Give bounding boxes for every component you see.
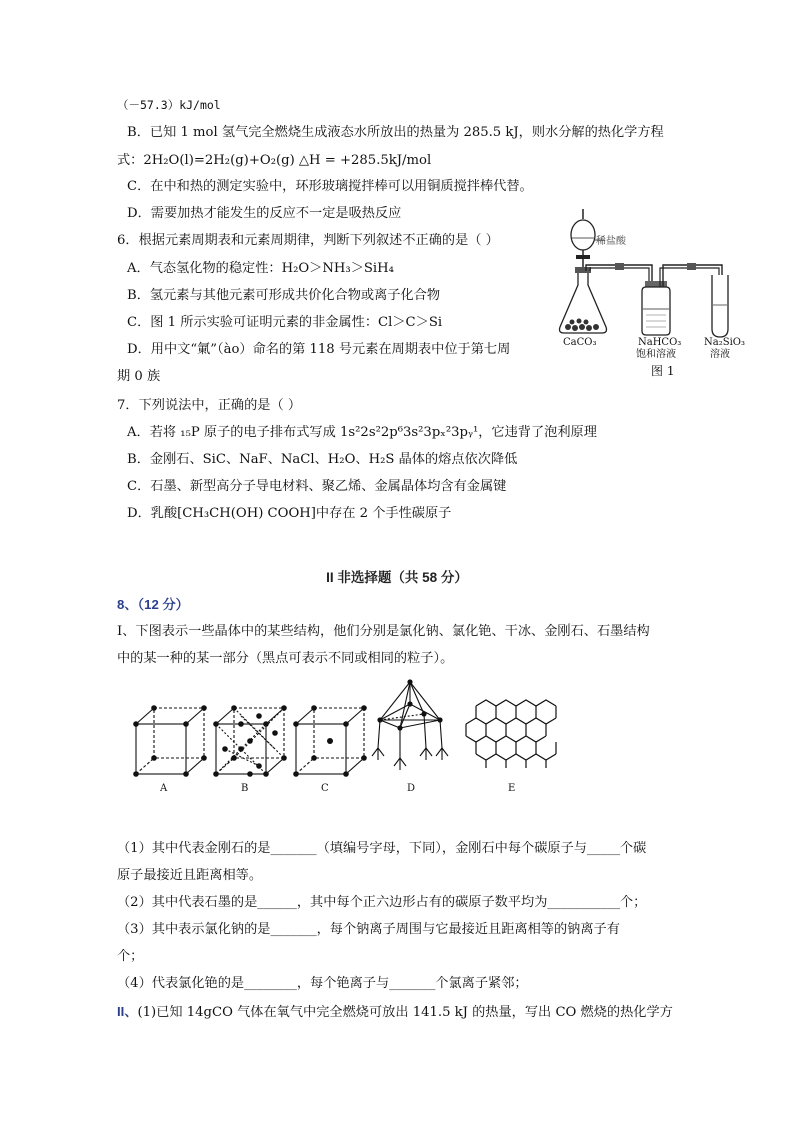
q5-top-line: （－57.3）kJ/mol [117, 98, 221, 112]
q8-part2-text: (1)已知 14gCO 气体在氧气中完全燃烧可放出 141.5 kJ 的热量，写出 CO 燃烧的热化学方 [137, 1005, 673, 1020]
structure-e [466, 700, 556, 768]
q6-option-d-line1: D．用中文“氭”（ào）命名的第 118 号元素在周期表中位于第七周 [127, 342, 511, 357]
q8-sub1-line1: （1）其中代表金刚石的是_______（填编号字母，下同），金刚石中每个碳原子与_____个碳 [117, 841, 647, 856]
q8-part1-line1: I、下图表示一些晶体中的某些结构，他们分别是氯化钠、氯化铯、干冰、金刚石、石墨结构 [117, 624, 650, 639]
q8-header: 8、（12 分） [117, 597, 189, 612]
q6-stem: 6．根据元素周期表和元素周期律，判断下列叙述不正确的是（ ） [117, 233, 499, 248]
bottle-label-2: 饱和溶液 [636, 349, 676, 360]
q5-option-d: D．需要加热才能发生的反应不一定是吸热反应 [127, 206, 402, 221]
q8-part1-line2: 中的某一种的某一部分（黑点可表示不同或相同的粒子）。 [117, 651, 454, 666]
q6-option-b: B．氢元素与其他元素可形成共价化合物或离子化合物 [127, 288, 441, 303]
q8-sub3-line2: 个； [117, 949, 144, 964]
q7-option-b: B．金刚石、SiC、NaF、NaCl、H₂O、H₂S 晶体的熔点依次降低 [127, 452, 518, 467]
q8-part2 [117, 1003, 673, 1022]
q5-option-b-line1: B．已知 1 mol 氢气完全燃烧生成液态水所放出的热量为 285.5 kJ，则水分解的热化学方程 [127, 125, 664, 140]
q7-stem: 7．下列说法中，正确的是（ ） [117, 398, 302, 413]
q5-option-c: C．在中和热的测定实验中，环形玻璃搅拌棒可以用铜质搅拌棒代替。 [127, 179, 533, 194]
q6-option-a: A．气态氢化物的稳定性：H₂O＞NH₃＞SiH₄ [127, 261, 394, 276]
q8-part2-prefix: II、 [117, 1004, 138, 1019]
figure1-caption: 图 1 [651, 364, 675, 378]
q8-sub2: （2）其中代表石墨的是______，其中每个正六边形占有的碳原子数平均为___________个； [117, 895, 647, 910]
flask-label: CaCO₃ [563, 337, 597, 348]
q8-sub1-line2: 原子最接近且距离相等。 [117, 868, 263, 883]
structure-label-c: C [321, 783, 329, 794]
q5-option-b-line2: 式：2H₂O(l)=2H₂(g)+O₂(g) △H = +285.5kJ/mol [117, 153, 432, 168]
q6-option-c: C．图 1 所示实验可证明元素的非金属性：Cl＞C＞Si [127, 315, 443, 330]
q8-sub4: （4）代表氯化铯的是________，每个铯离子与_______个氯离子紧邻； [117, 976, 528, 991]
structure-label-a: A [160, 783, 168, 794]
structure-label-e: E [508, 783, 516, 794]
acid-label: 稀盐酸 [596, 236, 626, 247]
tube-label-2: 溶液 [710, 349, 730, 360]
structure-d [372, 682, 448, 770]
structure-label-d: D [407, 783, 416, 794]
bottle-label-1: NaHCO₃ [638, 337, 682, 348]
q8-sub3-line1: （3）其中表示氯化钠的是_______，每个钠离子周围与它最接近且距离相等的钠离子有 [117, 922, 620, 937]
q7-option-a: A．若将 ₁₅P 原子的电子排布式写成 1s²2s²2p⁶3s²3pₓ²3pᵧ¹，它违背了泡利原理 [127, 425, 597, 440]
structure-a [136, 708, 204, 774]
tube-label-1: Na₂SiO₃ [704, 337, 745, 348]
section-title: II 非选择题（共 58 分） [326, 570, 468, 585]
q7-option-d: D．乳酸[CH₃CH(OH) COOH]中存在 2 个手性碳原子 [127, 506, 452, 521]
crystal-structures-figure [128, 676, 568, 798]
q6-option-d-line2: 期 0 族 [117, 369, 161, 384]
structure-label-b: B [241, 783, 249, 794]
q7-option-c: C．石墨、新型高分子导电材料、聚乙烯、金属晶体均含有金属键 [127, 479, 507, 494]
